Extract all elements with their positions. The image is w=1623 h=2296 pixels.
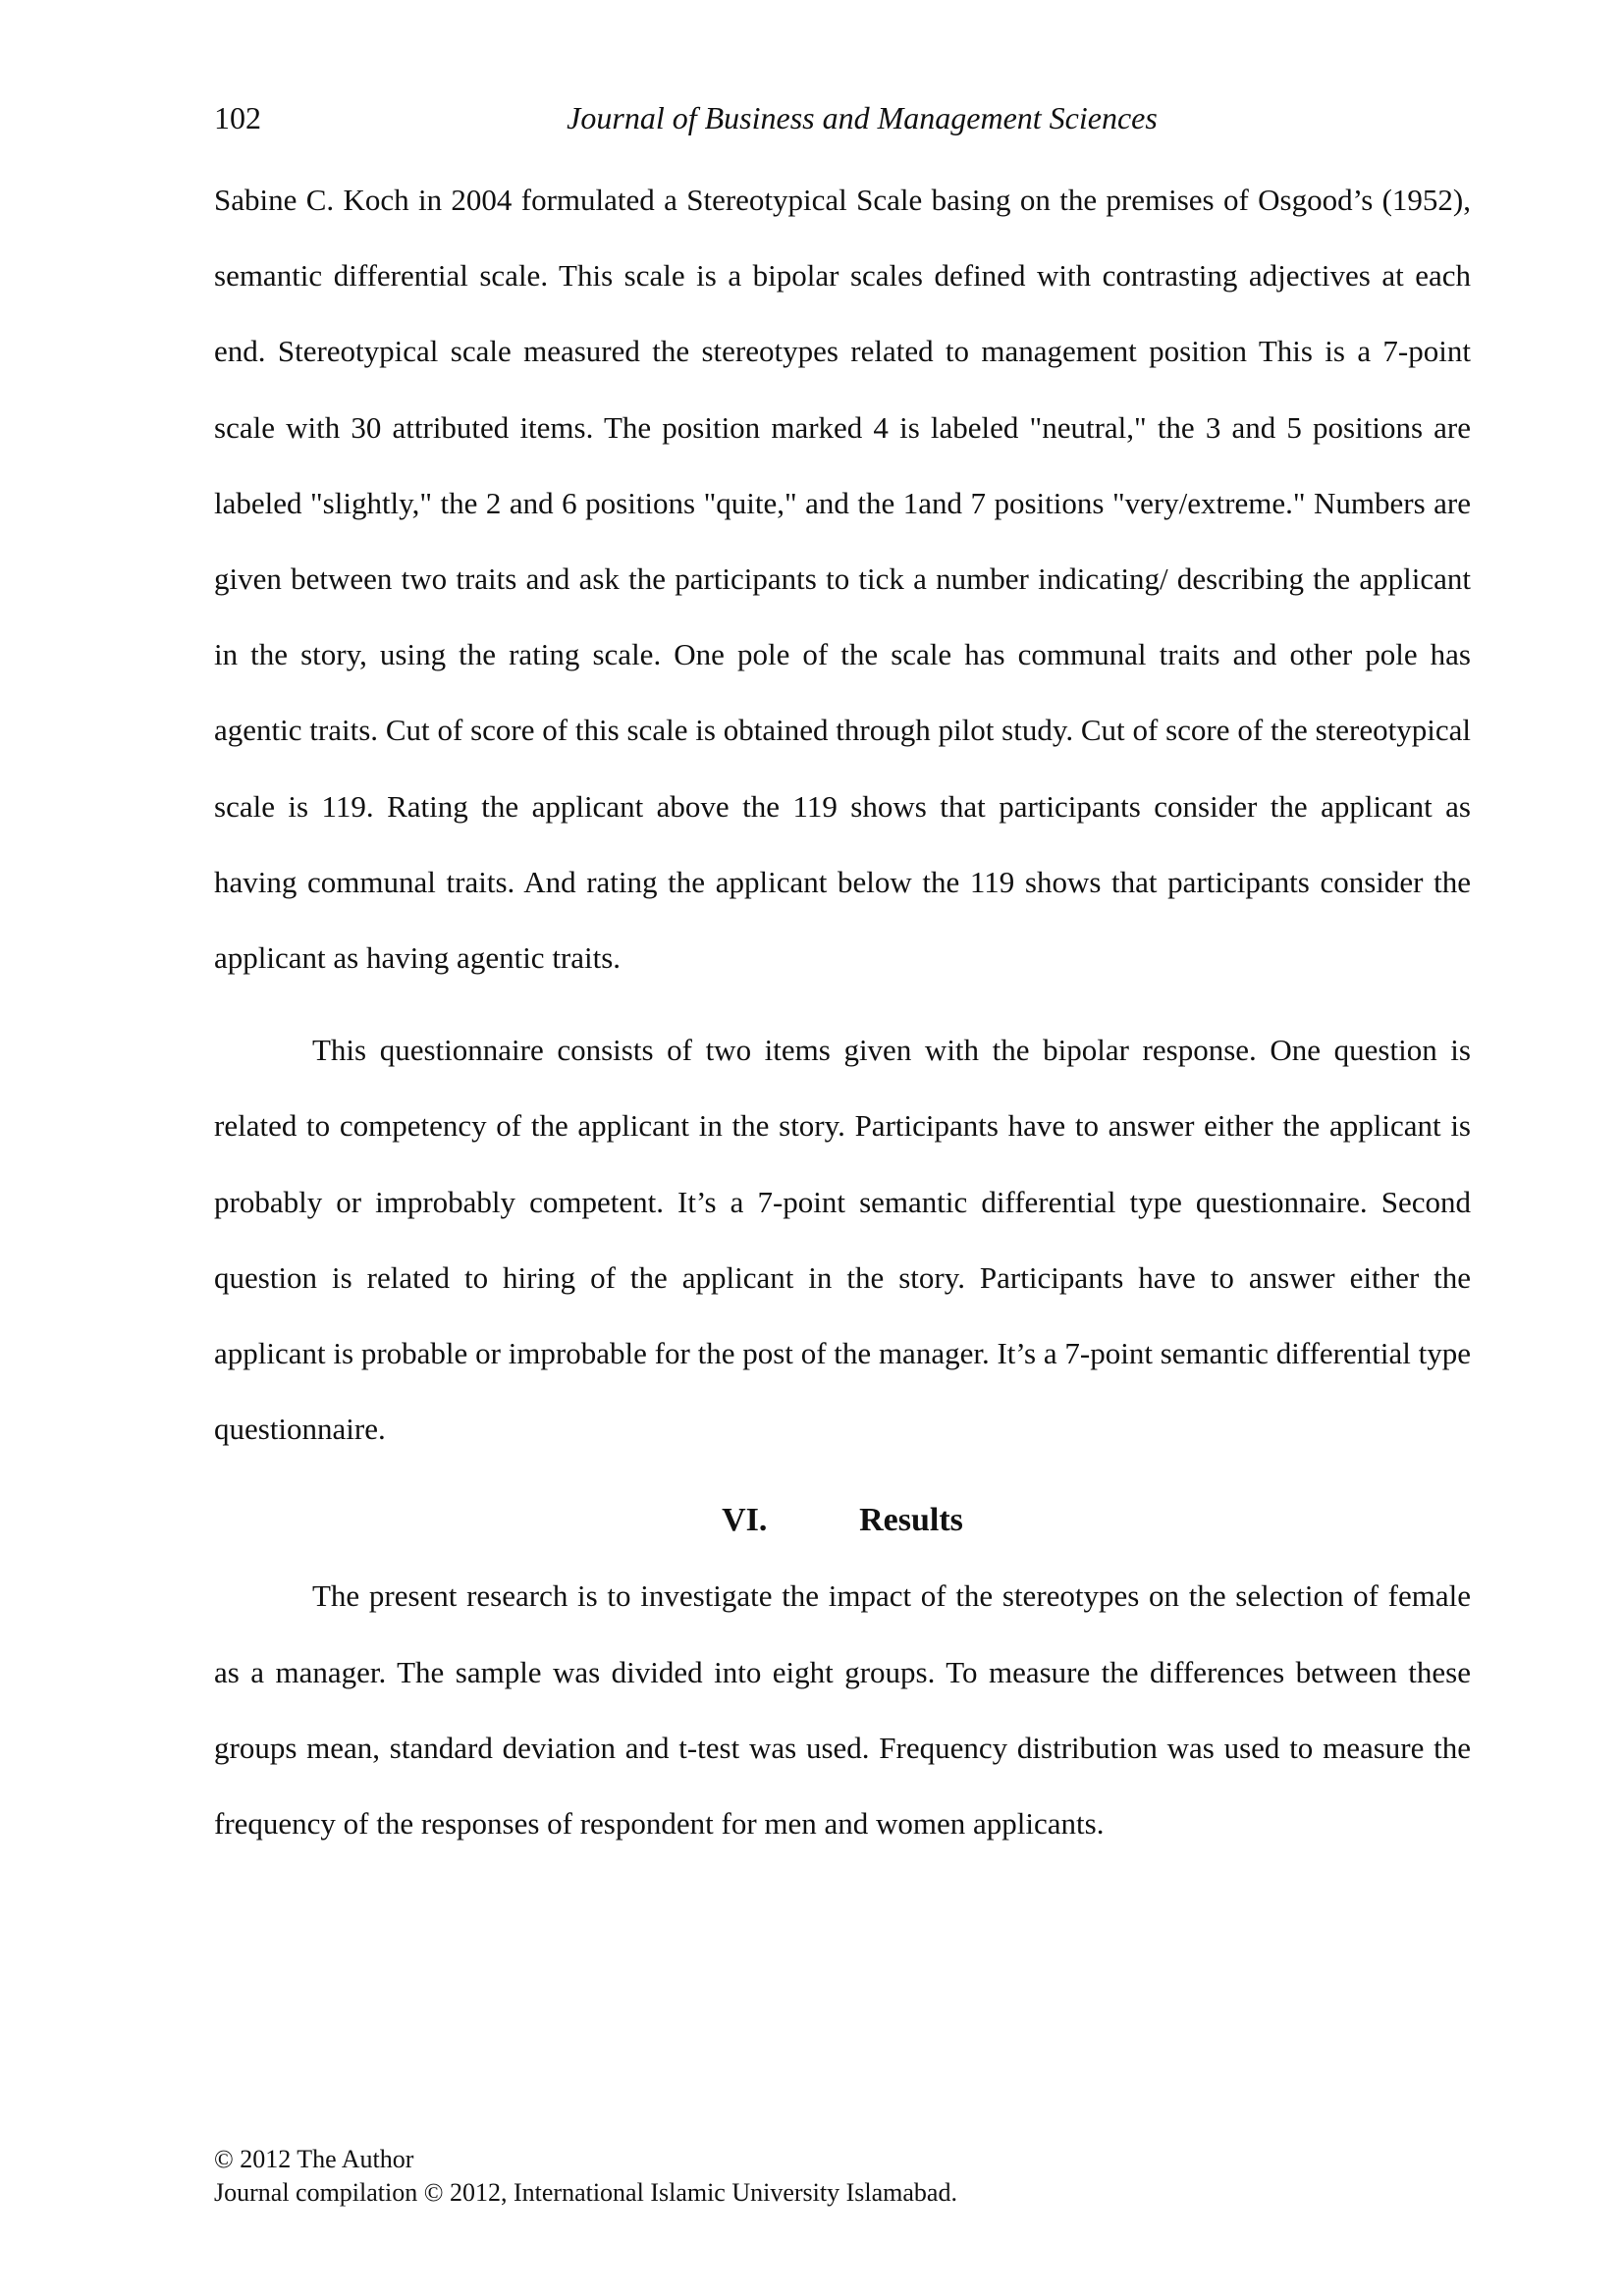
journal-compilation-line: Journal compilation © 2012, International Islamic University Islamabad. [214,2178,957,2207]
paragraph-questionnaire: This questionnaire consists of two items given with the bipolar response. One question is related to competency of the applicant in the story. Participants have to answer either the applicant is probably or improbably competent. It’s a 7-point semantic differential type questionnaire. Second question is related to hiring of the applicant in the story. Participants have to answer either the applicant is probable or improbable for the post of the manager. It’s a 7-point semantic differential type questionnaire. [214,1033,1471,1447]
copyright-line: © 2012 The Author [214,2145,414,2173]
section-heading [214,1483,1471,1558]
journal-title: Journal of Business and Management Sciences [567,100,1158,135]
running-header [214,94,1471,141]
page-footer [214,2143,1471,2210]
paragraph-results: The present research is to investigate the impact of the stereotypes on the selection of female as a manager. The sample was divided into eight groups. To measure the differences between these groups mean, standard deviation and t-test was used. Frequency distribution was used to measure the frequency of the responses of respondent for men and women applicants. [214,1578,1471,1842]
body-text [214,162,1471,1861]
paragraph-stereotypical-scale: Sabine C. Koch in 2004 formulated a Stereotypical Scale basing on the premises of Osgood’s (1952), semantic differential scale. This scale is a bipolar scales defined with contrasting adjectives at each end. Stereotypical scale measured the stereotypes related to management position This is a 7-point scale with 30 attributed items. The position marked 4 is labeled "neutral," the 3 and 5 positions are labeled "slightly," the 2 and 6 positions "quite," and the 1and 7 positions "very/extreme." Numbers are given between two traits and ask the participants to tick a number indicating/ describing the applicant in the story, using the rating scale. One pole of the scale has communal traits and other pole has agentic traits. Cut of score of this scale is obtained through pilot study. Cut of score of the stereotypical scale is 119. Rating the applicant above the 119 shows that participants consider the applicant as having communal traits. And rating the applicant below the 119 shows that participants consider the applicant as having agentic traits. [214,183,1471,976]
page-number: 102 [214,100,261,135]
section-title: Results [859,1502,963,1539]
section-number: VI. [722,1502,768,1539]
